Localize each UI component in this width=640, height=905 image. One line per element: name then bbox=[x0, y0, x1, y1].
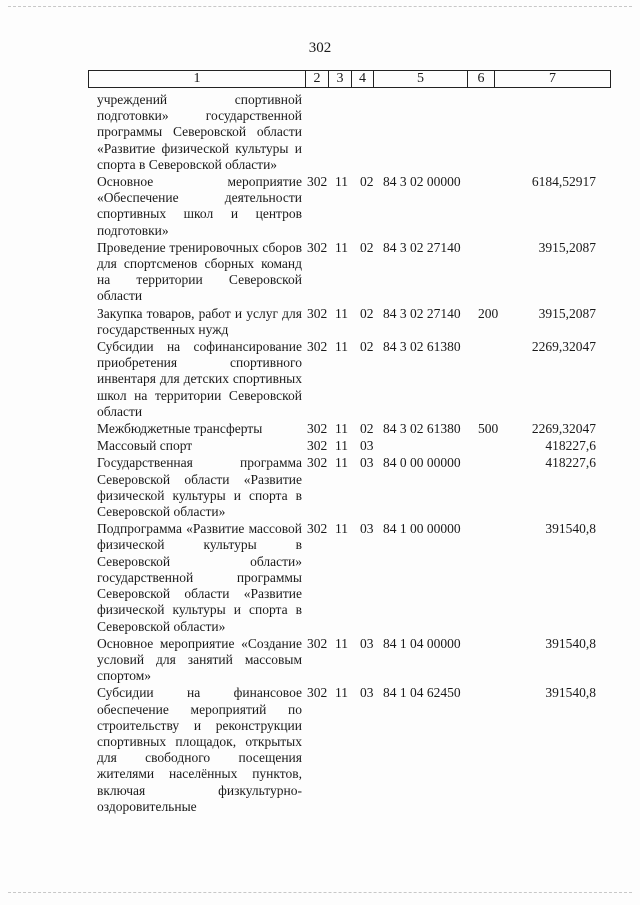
table-row bbox=[97, 421, 602, 437]
table-row bbox=[97, 339, 602, 420]
table-column-header bbox=[88, 70, 611, 88]
table-row bbox=[97, 636, 602, 685]
row-c7: 391540,8 bbox=[545, 635, 596, 651]
row-c2: 302 bbox=[307, 521, 328, 537]
row-c2: 302 bbox=[307, 305, 328, 321]
row-name: учреждений спортивной подготовки» государственной программы Северовской области «Развитие физической культуры и спорта в Северовской области» bbox=[97, 92, 302, 172]
table-body bbox=[97, 92, 602, 815]
scan-edge-top bbox=[8, 6, 632, 7]
row-c2: 302 bbox=[307, 685, 328, 701]
row-c5: 84 1 00 00000 bbox=[383, 521, 461, 537]
row-c2: 302 bbox=[307, 455, 328, 471]
row-c3: 11 bbox=[335, 339, 348, 355]
row-c2: 302 bbox=[307, 339, 328, 355]
table-row bbox=[97, 685, 602, 815]
row-c2: 302 bbox=[307, 635, 328, 651]
table-row bbox=[97, 455, 602, 520]
row-c7: 2269,32047 bbox=[531, 339, 596, 355]
row-c7: 3915,2087 bbox=[538, 305, 596, 321]
row-c2: 302 bbox=[307, 239, 328, 255]
table-row bbox=[97, 174, 602, 239]
row-c4: 02 bbox=[360, 339, 374, 355]
row-name: Основное мероприятие «Обеспечение деятельности спортивных школ и центров подготовки» bbox=[97, 174, 302, 238]
table-row bbox=[97, 438, 602, 454]
page-number: 302 bbox=[308, 40, 332, 56]
row-c5: 84 3 02 27140 bbox=[383, 239, 461, 255]
row-c5: 84 0 00 00000 bbox=[383, 455, 461, 471]
row-c3: 11 bbox=[335, 438, 348, 454]
row-name: Закупка товаров, работ и услуг для государственных нужд bbox=[97, 305, 302, 337]
row-c4: 02 bbox=[360, 305, 374, 321]
row-c7: 3915,2087 bbox=[538, 239, 596, 255]
row-name: Субсидии на финансовое обеспечение мероприятий по строительству и реконструкции спортивных площадок, открытых для свободного посещения жителями населённых пунктов, включая физкультурно-оздоровительные bbox=[97, 685, 302, 814]
row-c5: 84 3 02 61380 bbox=[383, 421, 461, 437]
row-c3: 11 bbox=[335, 174, 348, 190]
table-row bbox=[97, 92, 602, 173]
column-number-1: 1 bbox=[89, 71, 306, 87]
row-c5: 84 3 02 61380 bbox=[383, 339, 461, 355]
row-c2: 302 bbox=[307, 174, 328, 190]
row-name: Межбюджетные трансферты bbox=[97, 421, 263, 437]
row-c4: 03 bbox=[360, 521, 374, 537]
row-c3: 11 bbox=[335, 421, 348, 437]
row-c4: 02 bbox=[360, 174, 374, 190]
row-c6: 500 bbox=[478, 421, 499, 437]
row-c7: 391540,8 bbox=[545, 521, 596, 537]
row-c4: 03 bbox=[360, 455, 374, 471]
row-c4: 03 bbox=[360, 438, 374, 454]
scan-edge-bottom bbox=[8, 892, 632, 893]
row-c7: 391540,8 bbox=[545, 685, 596, 701]
row-name: Государственная программа Северовской области «Развитие физической культуры и спорта в Северовской области» bbox=[97, 455, 302, 520]
row-name: Основное мероприятие «Создание условий для занятий массовым спортом» bbox=[97, 635, 302, 684]
row-c3: 11 bbox=[335, 685, 348, 701]
row-c5: 84 3 02 27140 bbox=[383, 305, 461, 321]
table-row bbox=[97, 240, 602, 305]
column-number-7: 7 bbox=[549, 71, 556, 86]
row-c2: 302 bbox=[307, 421, 328, 437]
row-c5: 84 3 02 00000 bbox=[383, 174, 461, 190]
row-c3: 11 bbox=[335, 305, 348, 321]
row-c2: 302 bbox=[307, 438, 328, 454]
row-c3: 11 bbox=[335, 521, 348, 537]
row-c4: 03 bbox=[360, 685, 374, 701]
row-c7: 6184,52917 bbox=[531, 174, 596, 190]
row-c5: 84 1 04 62450 bbox=[383, 685, 461, 701]
column-number-5: 5 bbox=[374, 71, 468, 87]
row-c4: 02 bbox=[360, 421, 374, 437]
row-c3: 11 bbox=[335, 635, 348, 651]
row-c3: 11 bbox=[335, 455, 348, 471]
table-row bbox=[97, 306, 602, 338]
row-name: Субсидии на софинансирование приобретения спортивного инвентаря для детских спортивных школ на территории Северовской области bbox=[97, 339, 302, 419]
table-row bbox=[97, 521, 602, 634]
column-number-6: 6 bbox=[468, 71, 495, 87]
row-c4: 02 bbox=[360, 239, 374, 255]
row-c5: 84 1 04 00000 bbox=[383, 635, 461, 651]
row-c6: 200 bbox=[478, 305, 499, 321]
row-name: Подпрограмма «Развитие массовой физической культуры в Северовской области» государственной программы Северовской области «Развитие физической культуры и спорта в Северовской области» bbox=[97, 521, 302, 634]
column-number-4: 4 bbox=[352, 71, 374, 87]
row-c7: 418227,6 bbox=[545, 455, 596, 471]
row-c3: 11 bbox=[335, 239, 348, 255]
column-number-2: 2 bbox=[306, 71, 329, 87]
row-c7: 418227,6 bbox=[545, 438, 596, 454]
row-c7: 2269,32047 bbox=[531, 421, 596, 437]
row-name: Проведение тренировочных сборов для спортсменов сборных команд на территории Северовской области bbox=[97, 239, 302, 304]
column-number-3: 3 bbox=[329, 71, 352, 87]
row-c4: 03 bbox=[360, 635, 374, 651]
row-name: Массовый спорт bbox=[97, 438, 193, 454]
